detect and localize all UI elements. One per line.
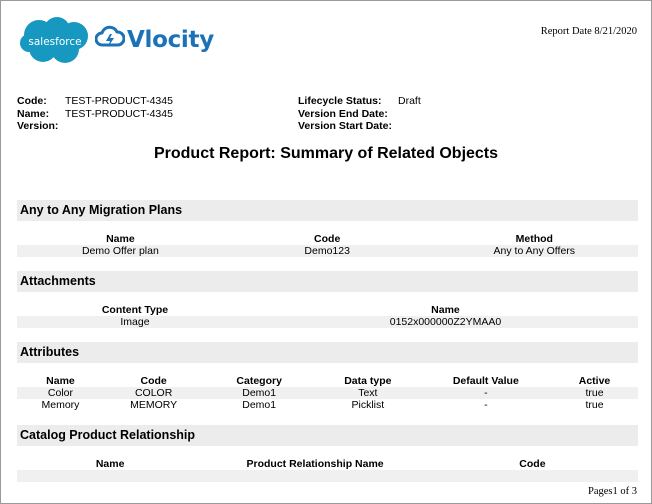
code-row <box>17 95 173 108</box>
column-header: Name <box>431 304 460 316</box>
name-row <box>17 108 173 121</box>
vlocity-cloud-icon <box>95 25 125 56</box>
vlocity-logo <box>95 25 214 56</box>
version-row <box>17 120 173 133</box>
column-header: Method <box>515 233 553 245</box>
table-cell: Text <box>315 387 421 399</box>
table-cell: Demo1 <box>203 387 315 399</box>
table-cell <box>17 470 203 482</box>
section-attachments-heading: Attachments <box>17 271 638 292</box>
version-start-row <box>298 120 421 133</box>
table-header-row <box>17 375 638 387</box>
table-cell: Memory <box>41 399 80 411</box>
table-row <box>17 387 638 399</box>
vlocity-logo-text: Vlocity <box>127 27 214 53</box>
report-date: Report Date 8/21/2020 <box>540 26 637 37</box>
section-catalog-heading: Catalog Product Relationship <box>17 425 638 446</box>
column-header: Active <box>578 375 611 387</box>
version-label: Version: <box>17 120 59 133</box>
lifecycle-row <box>298 95 421 108</box>
column-header: Data type <box>344 375 392 387</box>
column-header: Code <box>140 375 167 387</box>
table-cell: Demo1 <box>242 399 277 411</box>
table-cell <box>427 470 638 482</box>
table-cell: - <box>484 399 488 411</box>
table-cell <box>203 470 427 482</box>
column-header: Name <box>46 375 75 387</box>
column-header: Default Value <box>452 375 519 387</box>
column-header: Content Type <box>101 304 169 316</box>
table-cell: true <box>585 399 604 411</box>
column-header: Product Relationship Name <box>246 458 384 470</box>
table-header-row <box>17 458 638 470</box>
table-cell: Picklist <box>351 399 385 411</box>
table-cell: COLOR <box>104 387 203 399</box>
column-header: Name <box>106 233 135 245</box>
section-migration-heading: Any to Any Migration Plans <box>17 200 638 221</box>
header-logos <box>19 15 214 65</box>
report-title: Product Report: Summary of Related Objects <box>153 145 499 162</box>
table-row <box>17 470 638 482</box>
table-cell: Image <box>17 316 253 328</box>
column-header: Category <box>236 375 282 387</box>
table-cell: true <box>551 387 638 399</box>
salesforce-logo <box>19 15 91 65</box>
product-meta-right <box>298 95 421 133</box>
table-cell: Any to Any Offers <box>431 245 638 257</box>
attributes-table <box>17 375 638 411</box>
table-cell: Demo123 <box>224 245 431 257</box>
migration-table <box>17 233 638 257</box>
lifecycle-value: Draft <box>398 95 421 107</box>
table-cell: Color <box>17 387 104 399</box>
table-row <box>17 316 638 328</box>
column-header: Code <box>314 233 341 245</box>
version-end-label: Version End Date: <box>298 107 388 120</box>
table-row <box>17 245 638 257</box>
code-label: Code: <box>17 95 47 107</box>
table-cell: MEMORY <box>130 399 178 411</box>
lifecycle-label: Lifecycle Status: <box>298 95 382 107</box>
column-header: Code <box>519 458 546 470</box>
catalog-table <box>17 458 638 482</box>
column-header: Name <box>95 458 125 470</box>
table-header-row <box>17 233 638 245</box>
version-start-label: Version Start Date: <box>298 120 392 133</box>
section-attributes-heading: Attributes <box>17 342 638 363</box>
name-value: TEST-PRODUCT-4345 <box>65 107 173 120</box>
salesforce-logo-text: salesforce <box>28 36 82 48</box>
code-value: TEST-PRODUCT-4345 <box>65 95 173 107</box>
table-cell: Demo Offer plan <box>17 245 224 257</box>
table-cell: 0152x000000Z2YMAA0 <box>253 316 638 328</box>
version-end-row <box>298 108 421 121</box>
name-label: Name: <box>17 107 50 120</box>
table-cell: - <box>421 387 551 399</box>
table-header-row <box>17 304 638 316</box>
table-row <box>17 399 638 411</box>
product-meta-left <box>17 95 173 133</box>
page-count: Pages1 of 3 <box>588 486 637 497</box>
attachments-table <box>17 304 638 328</box>
